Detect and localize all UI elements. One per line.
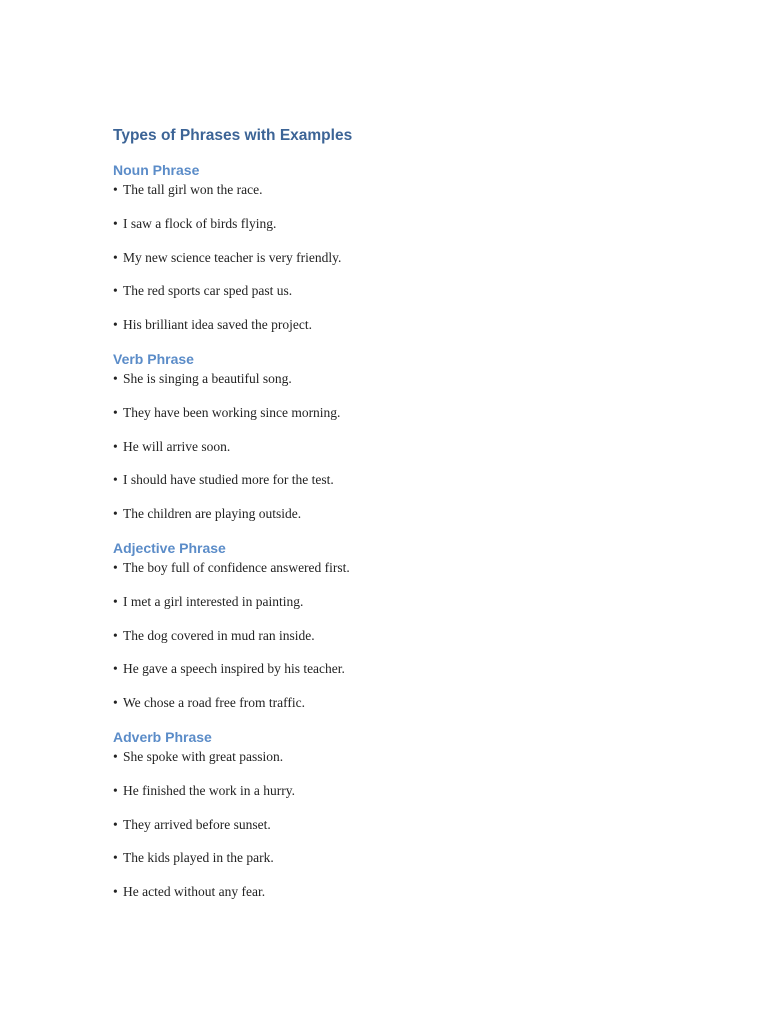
example-text: He finished the work in a hurry. [123, 782, 295, 798]
bullet: • [113, 472, 118, 488]
example-text: They arrived before sunset. [123, 816, 271, 832]
list-item [113, 403, 673, 423]
section-adverb-phrase [113, 727, 673, 902]
list-item [113, 248, 673, 268]
example-list [113, 369, 673, 524]
example-text: The dog covered in mud ran inside. [123, 627, 315, 643]
example-text: I saw a flock of birds flying. [123, 215, 277, 231]
section-heading: Verb Phrase [113, 351, 194, 367]
bullet: • [113, 438, 118, 454]
bullet: • [113, 884, 118, 899]
section-heading: Adjective Phrase [113, 540, 226, 556]
section-verb-phrase [113, 349, 673, 524]
bullet: • [113, 404, 118, 420]
example-text: My new science teacher is very friendly. [123, 249, 342, 265]
example-text: The children are playing outside. [123, 506, 302, 521]
example-text: His brilliant idea saved the project. [123, 317, 312, 332]
bullet: • [113, 816, 118, 832]
list-item [113, 369, 673, 389]
list-item [113, 504, 673, 524]
list-item [113, 693, 673, 713]
bullet: • [113, 627, 118, 643]
list-item [113, 781, 673, 801]
list-item [113, 882, 673, 902]
bullet: • [113, 182, 118, 197]
bullet: • [113, 782, 118, 798]
list-item [113, 470, 673, 490]
list-item [113, 747, 673, 767]
list-item [113, 815, 673, 835]
list-item [113, 659, 673, 679]
bullet: • [113, 749, 118, 764]
document-page [113, 124, 673, 902]
list-item [113, 281, 673, 301]
example-text: He acted without any fear. [123, 884, 266, 899]
bullet: • [113, 850, 118, 866]
section-heading: Adverb Phrase [113, 729, 212, 745]
example-text: I should have studied more for the test. [123, 472, 334, 488]
example-text: He will arrive soon. [123, 438, 231, 454]
example-list [113, 747, 673, 902]
example-text: She is singing a beautiful song. [123, 371, 292, 386]
example-text: The kids played in the park. [123, 850, 274, 866]
bullet: • [113, 249, 118, 265]
example-text: They have been working since morning. [123, 404, 341, 420]
section-heading: Noun Phrase [113, 162, 200, 178]
list-item [113, 592, 673, 612]
list-item [113, 437, 673, 457]
bullet: • [113, 593, 118, 609]
list-item [113, 558, 673, 578]
example-text: The tall girl won the race. [123, 182, 263, 197]
list-item [113, 214, 673, 234]
example-text: The boy full of confidence answered first. [123, 560, 350, 575]
example-text: He gave a speech inspired by his teacher. [123, 661, 345, 677]
example-text: I met a girl interested in painting. [123, 593, 304, 609]
bullet: • [113, 695, 118, 710]
bullet: • [113, 371, 118, 386]
list-item [113, 848, 673, 868]
list-item [113, 180, 673, 200]
example-text: The red sports car sped past us. [123, 283, 293, 299]
bullet: • [113, 317, 118, 332]
list-item [113, 315, 673, 335]
section-noun-phrase [113, 160, 673, 335]
document-title: Types of Phrases with Examples [113, 127, 353, 144]
list-item [113, 626, 673, 646]
bullet: • [113, 560, 118, 575]
example-text: We chose a road free from traffic. [123, 695, 305, 710]
example-text: She spoke with great passion. [123, 749, 284, 764]
bullet: • [113, 215, 118, 231]
bullet: • [113, 661, 118, 677]
example-list [113, 180, 673, 335]
bullet: • [113, 283, 118, 299]
section-adjective-phrase [113, 538, 673, 713]
example-list [113, 558, 673, 713]
bullet: • [113, 506, 118, 521]
